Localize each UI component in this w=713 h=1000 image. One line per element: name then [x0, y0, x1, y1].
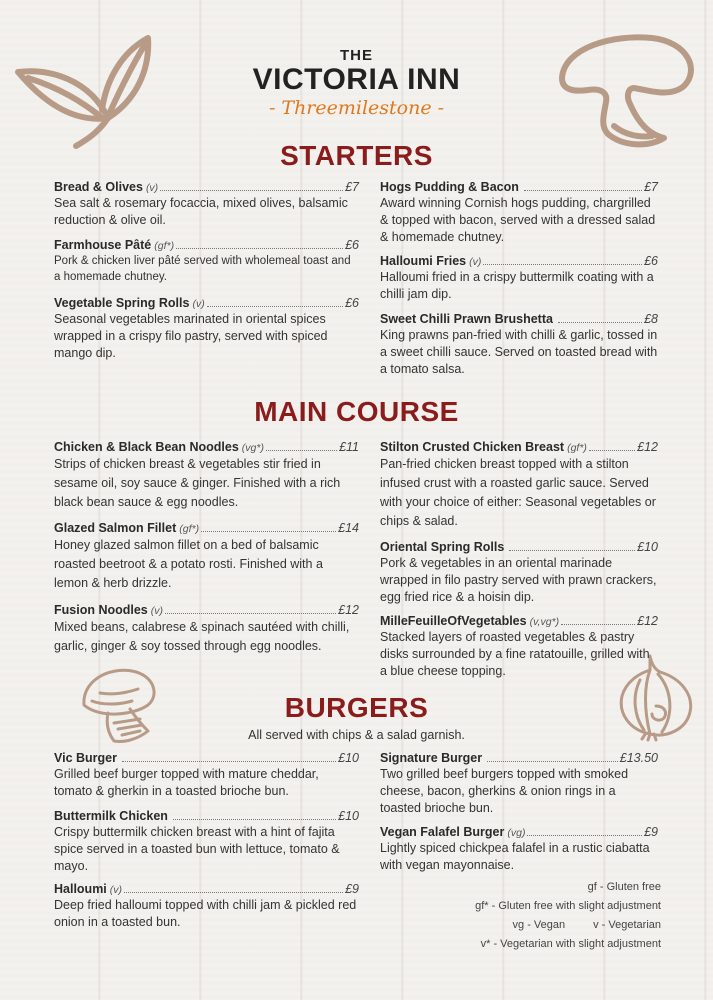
item-desc: Seasonal vegetables marinated in oriental spices wrapped in a crispy filo pastry, served with spiced mango dip.	[54, 312, 328, 360]
menu-item	[380, 254, 658, 303]
item-name: Fusion Noodles	[54, 603, 148, 617]
menu-item	[380, 614, 658, 680]
item-desc: Halloumi fried in a crispy buttermilk coating with a chilli jam dip.	[380, 270, 654, 301]
item-desc: Honey glazed salmon fillet on a bed of balsamic roasted beetroot & a potato rosti. Finished with a lemon & herb drizzle.	[54, 538, 323, 590]
menu-item	[54, 296, 359, 362]
item-desc: Two grilled beef burgers topped with smoked cheese, bacon, gherkins & onion rings in a toasted brioche bun.	[380, 767, 629, 815]
item-desc: Grilled beef burger topped with mature cheddar, tomato & gherkin in a toasted brioche bun.	[54, 767, 319, 798]
item-tag: (vg*)	[241, 442, 264, 454]
leader-dots	[207, 306, 343, 307]
leader-dots	[173, 819, 336, 820]
item-name: Sweet Chilli Prawn Brushetta	[380, 312, 553, 326]
item-name: Vic Burger	[54, 751, 117, 765]
leader-dots	[589, 450, 635, 451]
menu-item	[54, 238, 359, 285]
legend-v: v - Vegetarian	[593, 919, 661, 931]
leader-dots	[527, 835, 642, 836]
item-price: £6	[345, 296, 359, 310]
item-tag: (v,vg*)	[529, 616, 560, 628]
item-name: Hogs Pudding & Bacon	[380, 180, 519, 194]
menu-item	[54, 603, 359, 656]
menu-item	[54, 882, 359, 931]
item-tag: (gf*)	[179, 523, 200, 535]
item-desc: Strips of chicken breast & vegetables stir fried in sesame oil, soy sauce & ginger. Finished with a rich black bean sauce & egg noodles.	[54, 457, 341, 509]
item-name: Glazed Salmon Fillet	[54, 521, 177, 535]
item-price: £11	[339, 440, 359, 454]
item-tag: (v)	[109, 884, 123, 896]
legend-vg: vg - Vegan	[512, 919, 566, 931]
item-price: £10	[338, 809, 359, 823]
item-desc: Lightly spiced chickpea falafel in a rustic ciabatta with vegan mayonnaise.	[380, 841, 650, 872]
item-name: Vegetable Spring Rolls	[54, 296, 190, 310]
leader-dots	[509, 550, 635, 551]
item-tag: (gf*)	[567, 442, 587, 454]
leader-dots	[487, 761, 618, 762]
item-name: Stilton Crusted Chicken Breast	[380, 440, 565, 454]
starters-title: STARTERS	[280, 140, 433, 171]
item-price: £7	[644, 180, 658, 194]
item-name: Oriental Spring Rolls	[380, 540, 505, 554]
leader-dots	[558, 322, 642, 323]
menu-item	[380, 312, 658, 378]
menu-item	[380, 440, 658, 531]
item-desc: Pork & vegetables in an oriental marinade wrapped in filo pastry served with prawn crackers, egg fried rice & a hoisin dip.	[380, 556, 657, 604]
menu-item	[380, 180, 658, 246]
leader-dots	[122, 761, 336, 762]
leader-dots	[266, 450, 337, 451]
item-desc: Crispy buttermilk chicken breast with a hint of fajita spice served in a toasted bun with lettuce, tomato & mayo.	[54, 825, 340, 873]
item-name: MilleFeuilleOfVegetables	[380, 614, 527, 628]
item-name: Vegan Falafel Burger	[380, 825, 505, 839]
item-tag: (vg)	[507, 827, 526, 839]
item-desc: Award winning Cornish hogs pudding, chargrilled & topped with bacon, served with a dressed salad & homemade chutney.	[380, 196, 656, 244]
legend-gf-star: gf* - Gluten free with slight adjustment	[475, 900, 661, 912]
leader-dots	[124, 892, 343, 893]
item-desc: Sea salt & rosemary focaccia, mixed olives, balsamic reduction & olive oil.	[54, 196, 348, 227]
menu-item	[380, 825, 658, 874]
menu-item	[54, 751, 359, 800]
item-price: £9	[345, 882, 359, 896]
logo-name: VICTORIA INN	[252, 63, 461, 96]
item-price: £12	[637, 614, 658, 628]
item-price: £12	[338, 603, 359, 617]
item-tag: (gf*)	[154, 240, 175, 252]
menu-item	[54, 180, 359, 229]
leader-dots	[561, 624, 635, 625]
item-name: Bread & Olives	[54, 180, 143, 194]
menu-item	[54, 440, 359, 512]
item-price: £8	[644, 312, 658, 326]
item-desc: Mixed beans, calabrese & spinach sautéed with chilli, garlic, ginger & soy tossed through egg noodles.	[54, 620, 350, 653]
item-name: Halloumi Fries	[380, 254, 467, 268]
menu-item	[54, 521, 359, 593]
menu-item	[380, 751, 658, 817]
item-price: £6	[644, 254, 658, 268]
item-price: £9	[644, 825, 658, 839]
item-name: Farmhouse Pâté	[54, 238, 152, 252]
leader-dots	[201, 531, 336, 532]
menu-item	[54, 809, 359, 875]
item-price: £14	[338, 521, 359, 535]
item-desc: Stacked layers of roasted vegetables & pastry disks surrounded by a fine ratatouille, grilled with a blue cheese topping.	[380, 630, 650, 678]
item-desc: Pan-fried chicken breast topped with a stilton infused crust with a roasted garlic sauce. Served with your choice of either: Seasonal vegetables or chips & salad.	[380, 457, 656, 528]
item-tag: (v)	[150, 605, 163, 617]
logo	[0, 48, 713, 120]
logo-the: THE	[340, 47, 373, 64]
item-price: £10	[338, 751, 359, 765]
burgers-title: BURGERS	[284, 692, 429, 723]
item-name: Signature Burger	[380, 751, 483, 765]
item-name: Halloumi	[54, 882, 107, 896]
main-course-title: MAIN COURSE	[254, 396, 459, 427]
burgers-note: All served with chips & a salad garnish.	[248, 728, 465, 742]
item-desc: King prawns pan-fried with chilli & garlic, tossed in a sweet chilli sauce. Served on toasted bread with a tomato salsa.	[380, 328, 658, 376]
leader-dots	[176, 248, 343, 249]
leader-dots	[160, 190, 343, 191]
logo-place: - Threemilestone -	[268, 97, 445, 119]
item-price: £6	[345, 238, 359, 252]
leader-dots	[524, 190, 642, 191]
item-tag: (v)	[469, 256, 482, 268]
legend-gf: gf - Gluten free	[587, 881, 661, 893]
item-price: £13.50	[619, 751, 658, 765]
item-price: £7	[345, 180, 359, 194]
leader-dots	[165, 613, 336, 614]
item-tag: (v)	[192, 298, 205, 310]
item-price: £10	[637, 540, 658, 554]
dietary-legend	[475, 878, 661, 954]
item-name: Buttermilk Chicken	[54, 809, 168, 823]
item-desc: Pork & chicken liver pâté served with wholemeal toast and a homemade chutney.	[54, 255, 351, 283]
item-name: Chicken & Black Bean Noodles	[54, 440, 239, 454]
legend-v-star: v* - Vegetarian with slight adjustment	[480, 938, 661, 950]
item-tag: (v)	[145, 182, 159, 194]
item-price: £12	[637, 440, 658, 454]
menu-item	[380, 540, 658, 606]
leader-dots	[483, 264, 642, 265]
item-desc: Deep fried halloumi topped with chilli jam & pickled red onion in a toasted bun.	[54, 898, 357, 929]
